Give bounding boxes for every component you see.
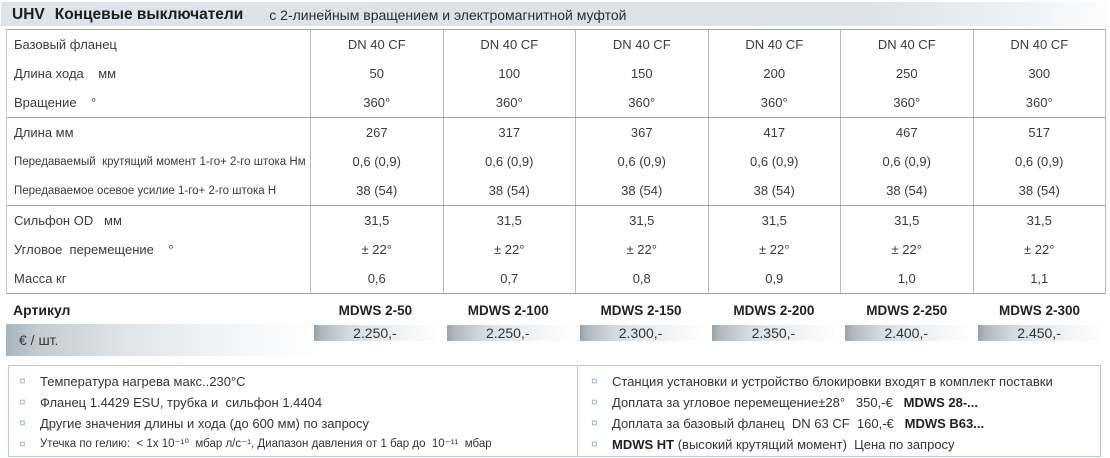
spec-value: DN 40 CF (708, 30, 841, 59)
article-number: MDWS 2-150 (600, 302, 682, 318)
price-value: 2.350,- (712, 325, 834, 341)
price-column (309, 324, 442, 356)
bullet-icon: ¤ (19, 374, 26, 388)
spec-value: 1,0 (840, 264, 973, 293)
spec-value: 0,6 (0,9) (575, 147, 708, 176)
spec-value: 0,6 (0,9) (973, 147, 1106, 176)
spec-row (7, 205, 1105, 235)
spec-value: 31,5 (973, 206, 1106, 235)
article-number: MDWS 2-200 (733, 302, 815, 318)
note-line-right (578, 392, 1100, 413)
spec-value: 100 (443, 59, 576, 88)
note-line-left (9, 371, 577, 392)
spec-value: 0,8 (575, 264, 708, 293)
spec-table (6, 29, 1106, 294)
bullet-icon: ¤ (19, 416, 26, 430)
spec-value: 417 (708, 118, 841, 147)
note-text: Доплата за угловое перемещение±28° 350,-€ MDWS 28-... (612, 395, 979, 410)
spec-value: 0,6 (0,9) (443, 147, 576, 176)
note-line-right (578, 413, 1100, 434)
spec-value: 360° (310, 88, 443, 117)
spec-value: 360° (973, 88, 1106, 117)
spec-value: DN 40 CF (443, 30, 576, 59)
price-value: 2.450,- (978, 325, 1100, 341)
price-unit-label: € / шт. (6, 324, 309, 356)
spec-value: 517 (973, 118, 1106, 147)
bullet-icon: ¤ (591, 416, 598, 430)
notes-section (8, 365, 1101, 457)
spec-value: 0,6 (310, 264, 443, 293)
spec-value: ± 22° (708, 235, 841, 264)
price-column (707, 324, 840, 356)
price-value: 2.400,- (845, 325, 967, 341)
spec-value: 360° (575, 88, 708, 117)
note-text: MDWS HT (высокий крутящий момент) Цена по запросу (612, 437, 955, 452)
note-line-right (578, 434, 1100, 455)
spec-value: DN 40 CF (575, 30, 708, 59)
spec-value: 0,6 (0,9) (708, 147, 841, 176)
note-line-right (578, 371, 1100, 392)
notes-left (9, 366, 578, 456)
bullet-icon: ¤ (19, 437, 26, 451)
spec-value: 31,5 (310, 206, 443, 235)
spec-value: ± 22° (310, 235, 443, 264)
spec-row (7, 117, 1105, 147)
spec-value: 31,5 (575, 206, 708, 235)
spec-row (7, 264, 1105, 293)
spec-value: ± 22° (973, 235, 1106, 264)
price-column (840, 324, 973, 356)
note-line-left (9, 392, 577, 413)
price-column (442, 324, 575, 356)
spec-value: 38 (54) (840, 176, 973, 205)
note-text: Станция установки и устройство блокировки входят в комплект поставки (612, 374, 1053, 389)
spec-row-label: Передаваемое осевое усилие 1-го+ 2-го штока Н (14, 184, 277, 197)
note-text: Доплата за базовый фланец DN 63 CF 160,-€ MDWS B63... (612, 416, 985, 431)
price-column (973, 324, 1106, 356)
spec-row (7, 30, 1105, 59)
spec-value: 38 (54) (443, 176, 576, 205)
spec-row-label: Базовый фланец (14, 37, 117, 52)
spec-row-label: Сильфон OD мм (14, 213, 122, 228)
bullet-icon: ¤ (19, 395, 26, 409)
bullet-icon: ¤ (591, 395, 598, 409)
spec-value: ± 22° (443, 235, 576, 264)
price-value: 2.250,- (447, 325, 569, 341)
article-row (6, 299, 1106, 321)
spec-value: 31,5 (708, 206, 841, 235)
spec-value: 200 (708, 59, 841, 88)
spec-value: 250 (840, 59, 973, 88)
spec-value: 38 (54) (575, 176, 708, 205)
spec-row-label: Передаваемый крутящий момент 1-го+ 2-го штока Нм (14, 155, 306, 168)
note-text: Фланец 1.4429 ESU, трубка и сильфон 1.4404 (40, 395, 323, 410)
spec-value: 38 (54) (310, 176, 443, 205)
spec-value: ± 22° (840, 235, 973, 264)
spec-value: 267 (310, 118, 443, 147)
bullet-icon: ¤ (591, 437, 598, 451)
price-column (575, 324, 708, 356)
page-title (1, 2, 1109, 26)
spec-value: ± 22° (575, 235, 708, 264)
spec-value: 467 (840, 118, 973, 147)
note-text: Утечка по гелию: < 1x 10⁻¹⁰ мбар л/с⁻¹, Диапазон давления от 1 бар до 10⁻¹¹ мбар (40, 438, 492, 450)
spec-row-label: Длина хода мм (14, 66, 117, 81)
spec-row (7, 176, 1105, 205)
spec-row (7, 59, 1105, 88)
spec-value: 360° (708, 88, 841, 117)
spec-value: 0,6 (0,9) (310, 147, 443, 176)
spec-value: DN 40 CF (973, 30, 1106, 59)
product-code: UHV (12, 6, 45, 23)
spec-value: 360° (840, 88, 973, 117)
spec-value: 31,5 (443, 206, 576, 235)
spec-value: 50 (310, 59, 443, 88)
spec-value: 150 (575, 59, 708, 88)
article-number: MDWS 2-300 (999, 302, 1081, 318)
spec-value: 360° (443, 88, 576, 117)
spec-value: 38 (54) (973, 176, 1106, 205)
spec-row (7, 235, 1105, 264)
bullet-icon: ¤ (591, 374, 598, 388)
spec-row-label: Вращение ° (14, 95, 97, 110)
article-number: MDWS 2-100 (467, 302, 549, 318)
spec-value: DN 40 CF (310, 30, 443, 59)
price-value: 2.300,- (580, 325, 702, 341)
note-line-left (9, 434, 577, 455)
spec-value: 317 (443, 118, 576, 147)
spec-row-label: Масса кг (14, 271, 67, 286)
spec-value: 31,5 (840, 206, 973, 235)
spec-value: 38 (54) (708, 176, 841, 205)
spec-value: DN 40 CF (840, 30, 973, 59)
article-label: Артикул (13, 302, 71, 318)
note-line-left (9, 413, 577, 434)
article-number: MDWS 2-50 (338, 302, 413, 318)
spec-row (7, 88, 1105, 117)
article-number: MDWS 2-250 (866, 302, 948, 318)
spec-row-label: Длина мм (14, 125, 74, 140)
spec-value: 1,1 (973, 264, 1106, 293)
spec-value: 367 (575, 118, 708, 147)
price-value: 2.250,- (314, 325, 436, 341)
spec-value: 0,7 (443, 264, 576, 293)
price-row (6, 324, 1106, 356)
page-subtitle: с 2-линейным вращением и электромагнитной муфтой (269, 7, 627, 23)
note-text: Другие значения длины и хода (до 600 мм) по запросу (40, 416, 370, 431)
spec-row-label: Угловое перемещение ° (14, 242, 174, 257)
note-text: Температура нагрева макс..230°C (40, 374, 246, 389)
spec-value: 300 (973, 59, 1106, 88)
spec-row (7, 147, 1105, 176)
notes-right (578, 366, 1100, 456)
spec-value: 0,9 (708, 264, 841, 293)
spec-value: 0,6 (0,9) (840, 147, 973, 176)
page-title-text: Концевые выключатели (54, 6, 244, 23)
